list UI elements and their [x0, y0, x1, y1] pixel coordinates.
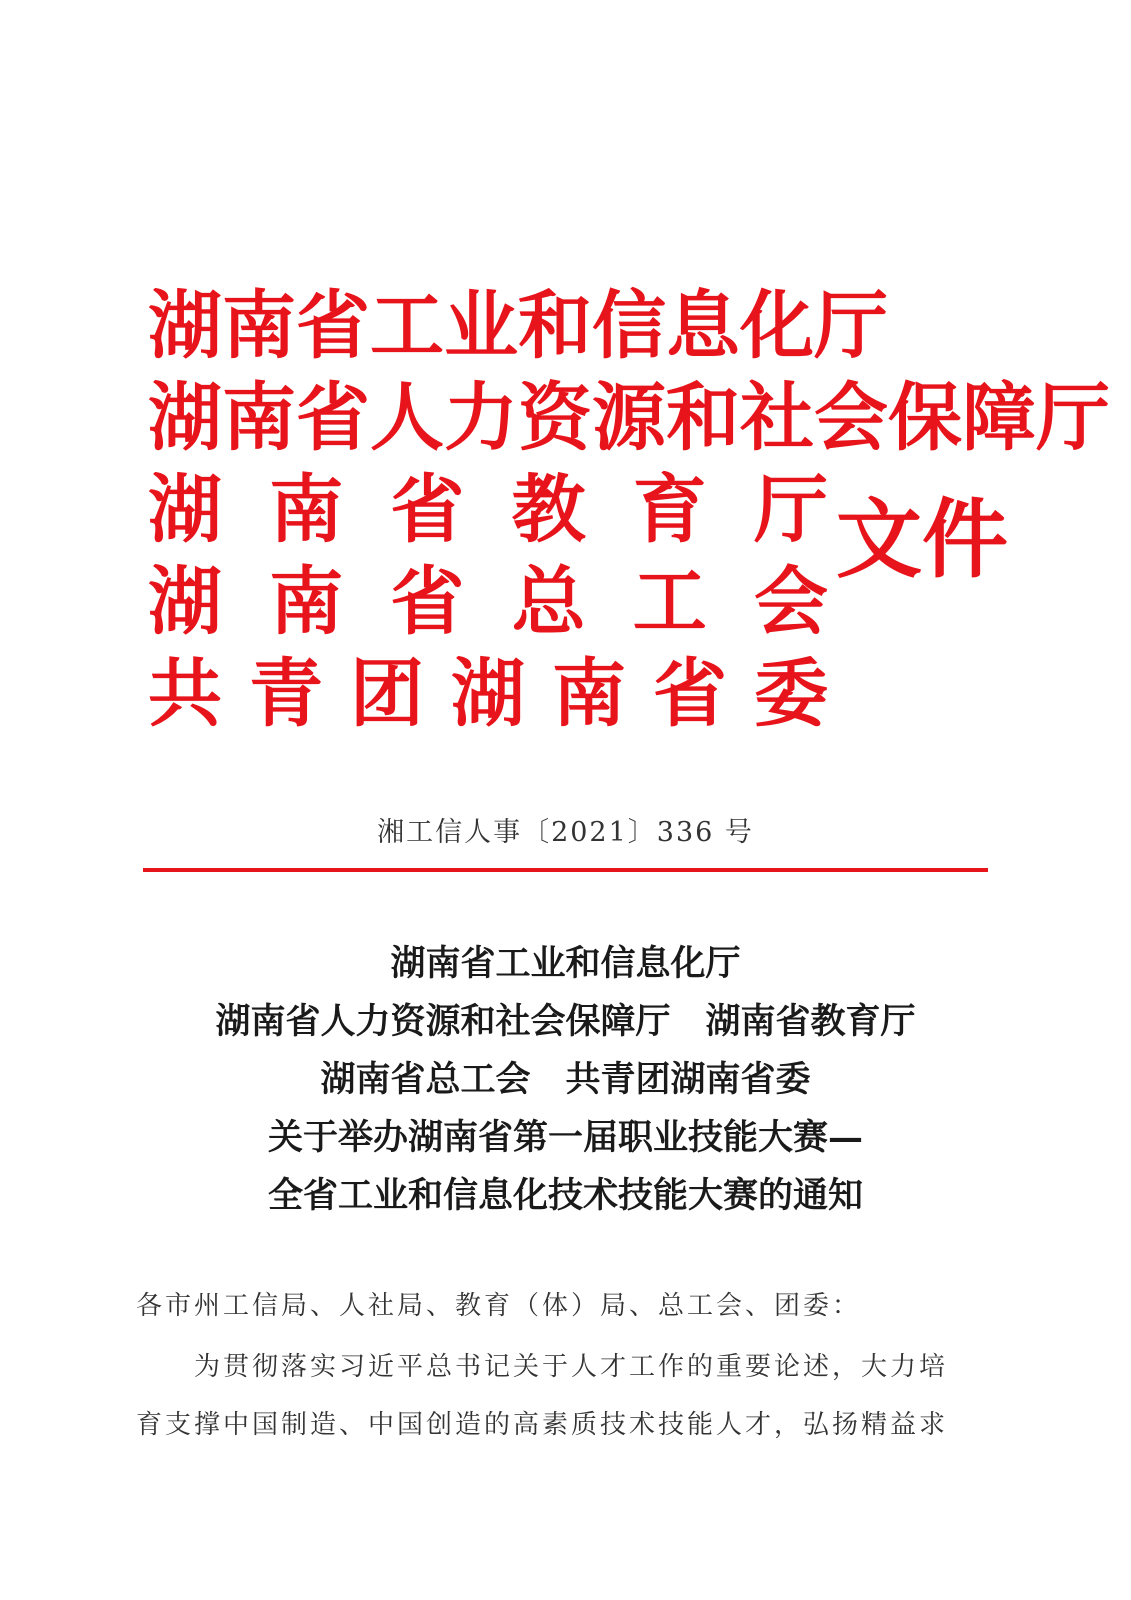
masthead-char: 湖: [451, 651, 525, 737]
masthead-char: 业: [444, 283, 518, 369]
masthead-char: 湖: [148, 375, 222, 461]
masthead-char: 南: [222, 375, 296, 461]
masthead-char: 省: [296, 375, 370, 461]
masthead-char: 厅: [753, 467, 828, 553]
body-text: [136, 1338, 996, 1454]
body-line-2: 育支撑中国制造、中国创造的高素质技术技能人才，弘扬精益求: [136, 1410, 949, 1440]
masthead-char: 湖: [148, 283, 222, 369]
masthead-char: 资: [518, 375, 592, 461]
masthead-char: 省: [390, 559, 465, 645]
masthead-char: 保: [888, 375, 962, 461]
masthead-line-1: [148, 280, 888, 372]
title-line-2: 湖南省人力资源和社会保障厅 湖南省教育厅: [215, 1001, 916, 1042]
masthead-char: 和: [518, 283, 592, 369]
masthead-char: 委: [754, 651, 828, 737]
masthead-char: 厅: [1036, 375, 1110, 461]
masthead-line-4: [148, 556, 828, 648]
title-line-3: 湖南省总工会 共青团湖南省委: [320, 1059, 811, 1100]
masthead-char: 青: [249, 651, 323, 737]
masthead-char: 社: [740, 375, 814, 461]
masthead-char: 湖: [148, 467, 222, 553]
title-line-5: 全省工业和信息化技术技能大赛的通知: [267, 1175, 863, 1216]
masthead-char: 力: [444, 375, 518, 461]
masthead-char: 会: [814, 375, 888, 461]
masthead-char: 和: [666, 375, 740, 461]
masthead-line-2: [148, 372, 1110, 464]
masthead-line-3: [148, 464, 828, 556]
masthead-char: 总: [511, 559, 586, 645]
red-divider-line: [143, 868, 988, 872]
masthead-char: 教: [511, 467, 586, 553]
masthead-char: 省: [653, 651, 727, 737]
masthead-char: 会: [753, 559, 828, 645]
document-title: [0, 935, 1131, 1225]
masthead-char: 息: [666, 283, 740, 369]
masthead-char: 障: [962, 375, 1036, 461]
masthead-char: 南: [269, 559, 344, 645]
masthead-char: 厅: [814, 283, 888, 369]
masthead-char: 源: [592, 375, 666, 461]
body-line-1: 为贯彻落实习近平总书记关于人才工作的重要论述，大力培: [194, 1352, 949, 1382]
masthead-char: 信: [592, 283, 666, 369]
masthead-char: 化: [740, 283, 814, 369]
salutation: 各市州工信局、人社局、教育（体）局、总工会、团委：: [136, 1291, 862, 1321]
masthead-char: 人: [370, 375, 444, 461]
masthead-char: 团: [350, 651, 424, 737]
masthead-suffix: 文件: [836, 489, 1008, 590]
masthead-char: 湖: [148, 559, 222, 645]
masthead-char: 共: [148, 651, 222, 737]
title-line-1: 湖南省工业和信息化厅: [390, 943, 741, 984]
masthead-char: 南: [269, 467, 344, 553]
masthead-line-5: [148, 648, 828, 740]
masthead-char: 南: [222, 283, 296, 369]
masthead-char: 南: [552, 651, 626, 737]
masthead-char: 省: [390, 467, 465, 553]
masthead-char: 省: [296, 283, 370, 369]
document-number: 湘工信人事〔2021〕336 号: [377, 817, 754, 848]
masthead-char: 工: [632, 559, 707, 645]
title-line-4: 关于举办湖南省第一届职业技能大赛—: [267, 1117, 863, 1158]
masthead-char: 工: [370, 283, 444, 369]
masthead-char: 育: [632, 467, 707, 553]
